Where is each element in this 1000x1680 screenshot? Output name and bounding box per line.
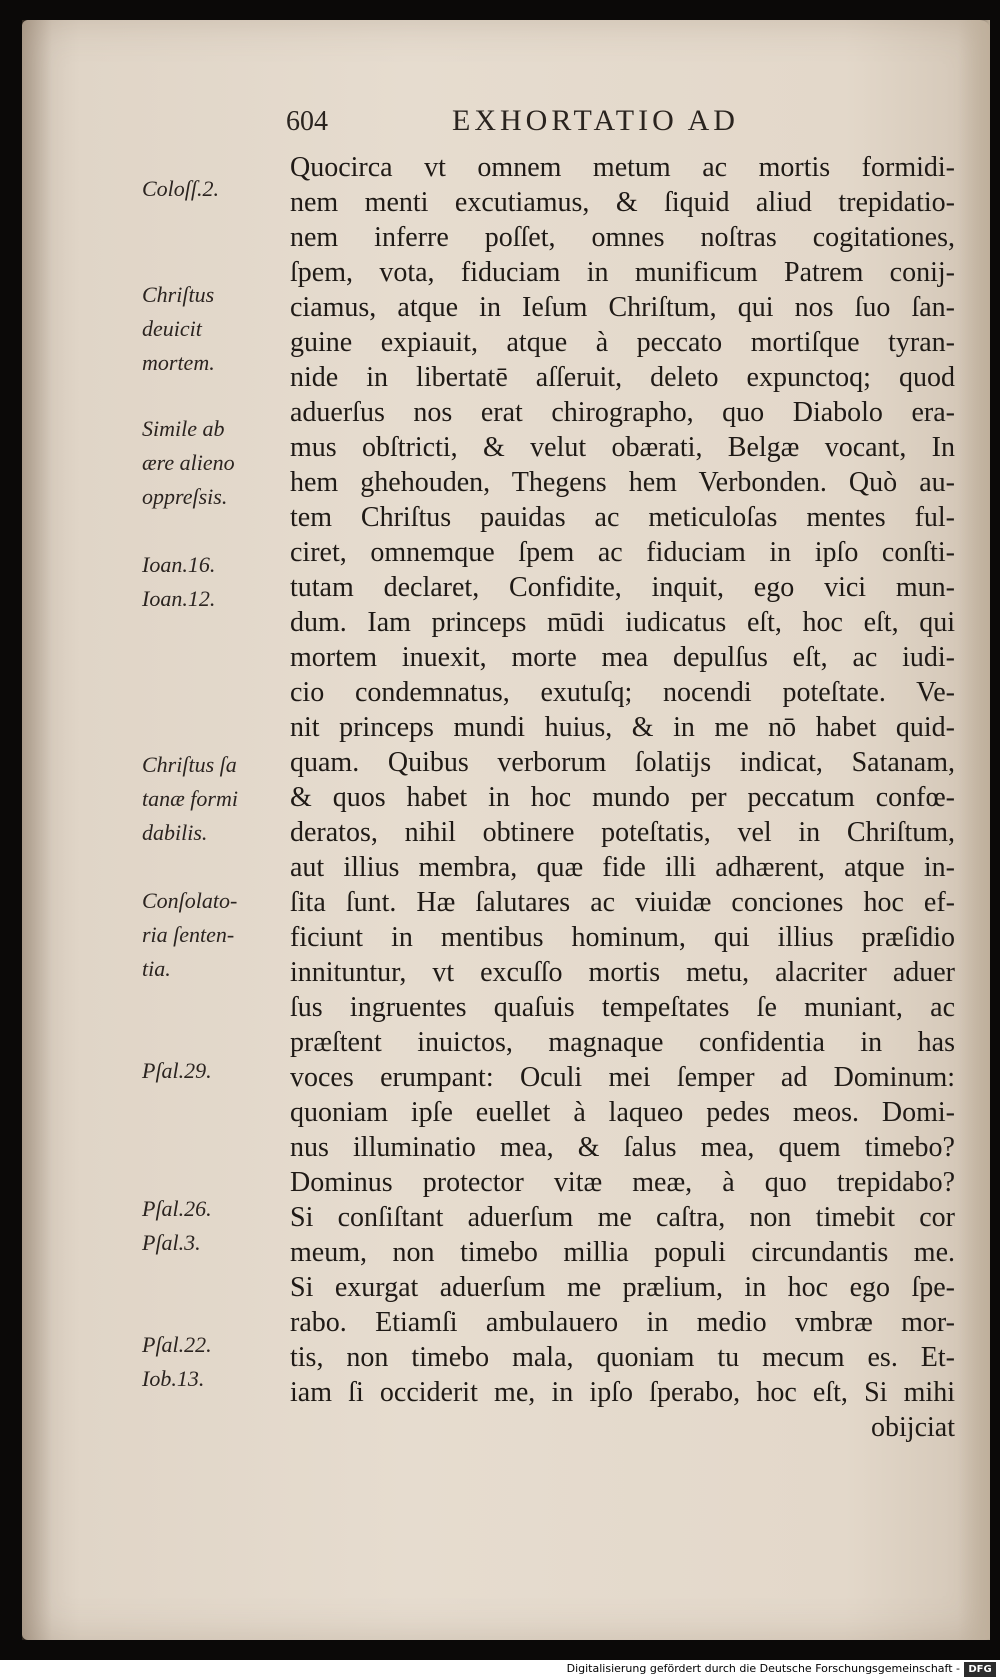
margin-note: Chriſtus <box>142 282 215 307</box>
running-head <box>286 104 846 148</box>
text-line: ſus ingruentes quaſuis tempeſtates ſe muniant, ac <box>290 992 955 1023</box>
margin-note: deuicit <box>142 316 202 341</box>
margin-note: Pſal.26. <box>142 1196 212 1221</box>
text-line: quam. Quibus verborum ſolatijs indicat, Satanam, <box>290 747 955 778</box>
page-edge <box>958 20 990 1640</box>
page-gutter-shadow <box>22 20 52 1640</box>
margin-note: dabilis. <box>142 820 208 845</box>
margin-note: mortem. <box>142 350 215 375</box>
text-line: ſita ſunt. Hæ ſalutares ac viuidæ conciones hoc ef- <box>290 887 955 918</box>
text-line: nide in libertatē aſſeruit, deleto expunctoq; quod <box>290 362 955 393</box>
text-line: cio condemnatus, exutuſq; nocendi poteſtate. Ve- <box>290 677 955 708</box>
margin-note: Ioan.12. <box>142 586 216 611</box>
text-line: Quocirca vt omnem metum ac mortis formidi- <box>290 152 955 183</box>
text-line: præſtent inuictos, magnaque confidentia in has <box>290 1027 955 1058</box>
text-line: mus obſtricti, & velut obærati, Belgæ vocant, In <box>290 432 955 463</box>
margin-note: tanæ formi <box>142 786 238 811</box>
text-line: meum, non timebo millia populi circundantis me. <box>290 1237 955 1268</box>
text-line: rabo. Etiamſi ambulauero in medio vmbræ mor- <box>290 1307 955 1338</box>
text-line: ciamus, atque in Ieſum Chriſtum, qui nos ſuo ſan- <box>290 292 955 323</box>
text-line: tis, non timebo mala, quoniam tu mecum es. Et- <box>290 1342 955 1373</box>
text-line: guine expiauit, atque à peccato mortiſque tyran- <box>290 327 955 358</box>
text-line: aduerſus nos erat chirographo, quo Diabolo era- <box>290 397 955 428</box>
text-line: voces erumpant: Oculi mei ſemper ad Dominum: <box>290 1062 955 1093</box>
digitization-footer <box>0 1660 1000 1680</box>
margin-note: Pſal.29. <box>142 1058 212 1083</box>
text-line: mortem inuexit, morte mea depulſus eſt, ac iudi- <box>290 642 955 673</box>
text-line: ſpem, vota, fiduciam in munificum Patrem conij- <box>290 257 955 288</box>
page-number: 604 <box>286 106 328 137</box>
catchword: obijciat <box>871 1412 955 1443</box>
margin-note: Pſal.22. <box>142 1332 212 1357</box>
text-line: & quos habet in hoc mundo per peccatum confœ- <box>290 782 955 813</box>
text-line: dum. Iam princeps mūdi iudicatus eſt, hoc eſt, qui <box>290 607 955 638</box>
running-title: EXHORTATIO AD <box>452 104 739 137</box>
text-line: aut illius membra, quæ fide illi adhærent, atque in- <box>290 852 955 883</box>
margin-note: Ioan.16. <box>142 552 216 577</box>
text-line: Si conſiſtant aduerſum me caſtra, non timebit cor <box>290 1202 955 1233</box>
margin-note: Chriſtus ſa <box>142 752 237 777</box>
margin-note: oppreſsis. <box>142 484 228 509</box>
text-line: ciret, omnemque ſpem ac fiduciam in ipſo conſti- <box>290 537 955 568</box>
footer-credit: Digitalisierung gefördert durch die Deutsche Forschungsgemeinschaft - <box>566 1662 960 1675</box>
text-line: nus illuminatio mea, & ſalus mea, quem timebo? <box>290 1132 955 1163</box>
margin-note: ria ſenten- <box>142 922 235 947</box>
margin-note: Simile ab <box>142 416 225 441</box>
text-line: Si exurgat aduerſum me prælium, in hoc ego ſpe- <box>290 1272 955 1303</box>
text-line: iam ſi occiderit me, in ipſo ſperabo, hoc eſt, Si mihi <box>290 1377 955 1408</box>
dfg-logo: DFG <box>964 1662 996 1677</box>
text-line: Dominus protector vitæ meæ, à quo trepidabo? <box>290 1167 955 1198</box>
text-line: tem Chriſtus pauidas ac meticuloſas mentes ful- <box>290 502 955 533</box>
text-line: nem menti excutiamus, & ſiquid aliud trepidatio- <box>290 187 955 218</box>
margin-note: Iob.13. <box>142 1366 205 1391</box>
text-line: quoniam ipſe euellet à laqueo pedes meos. Domi- <box>290 1097 955 1128</box>
margin-note: tia. <box>142 956 171 981</box>
text-line: nem inferre poſſet, omnes noſtras cogitationes, <box>290 222 955 253</box>
text-line: ficiunt in mentibus hominum, qui illius præſidio <box>290 922 955 953</box>
margin-note: Pſal.3. <box>142 1230 201 1255</box>
margin-note: Conſolato- <box>142 888 238 913</box>
text-line: tutam declaret, Confidite, inquit, ego vici mun- <box>290 572 955 603</box>
text-line: innituntur, vt excuſſo mortis metu, alacriter aduer <box>290 957 955 988</box>
text-line: hem ghehouden, Thegens hem Verbonden. Quò au- <box>290 467 955 498</box>
margin-note: Coloſſ.2. <box>142 176 220 201</box>
margin-note: ære alieno <box>142 450 235 475</box>
text-line: nit princeps mundi huius, & in me nō habet quid- <box>290 712 955 743</box>
text-line: deratos, nihil obtinere poteſtatis, vel in Chriſtum, <box>290 817 955 848</box>
